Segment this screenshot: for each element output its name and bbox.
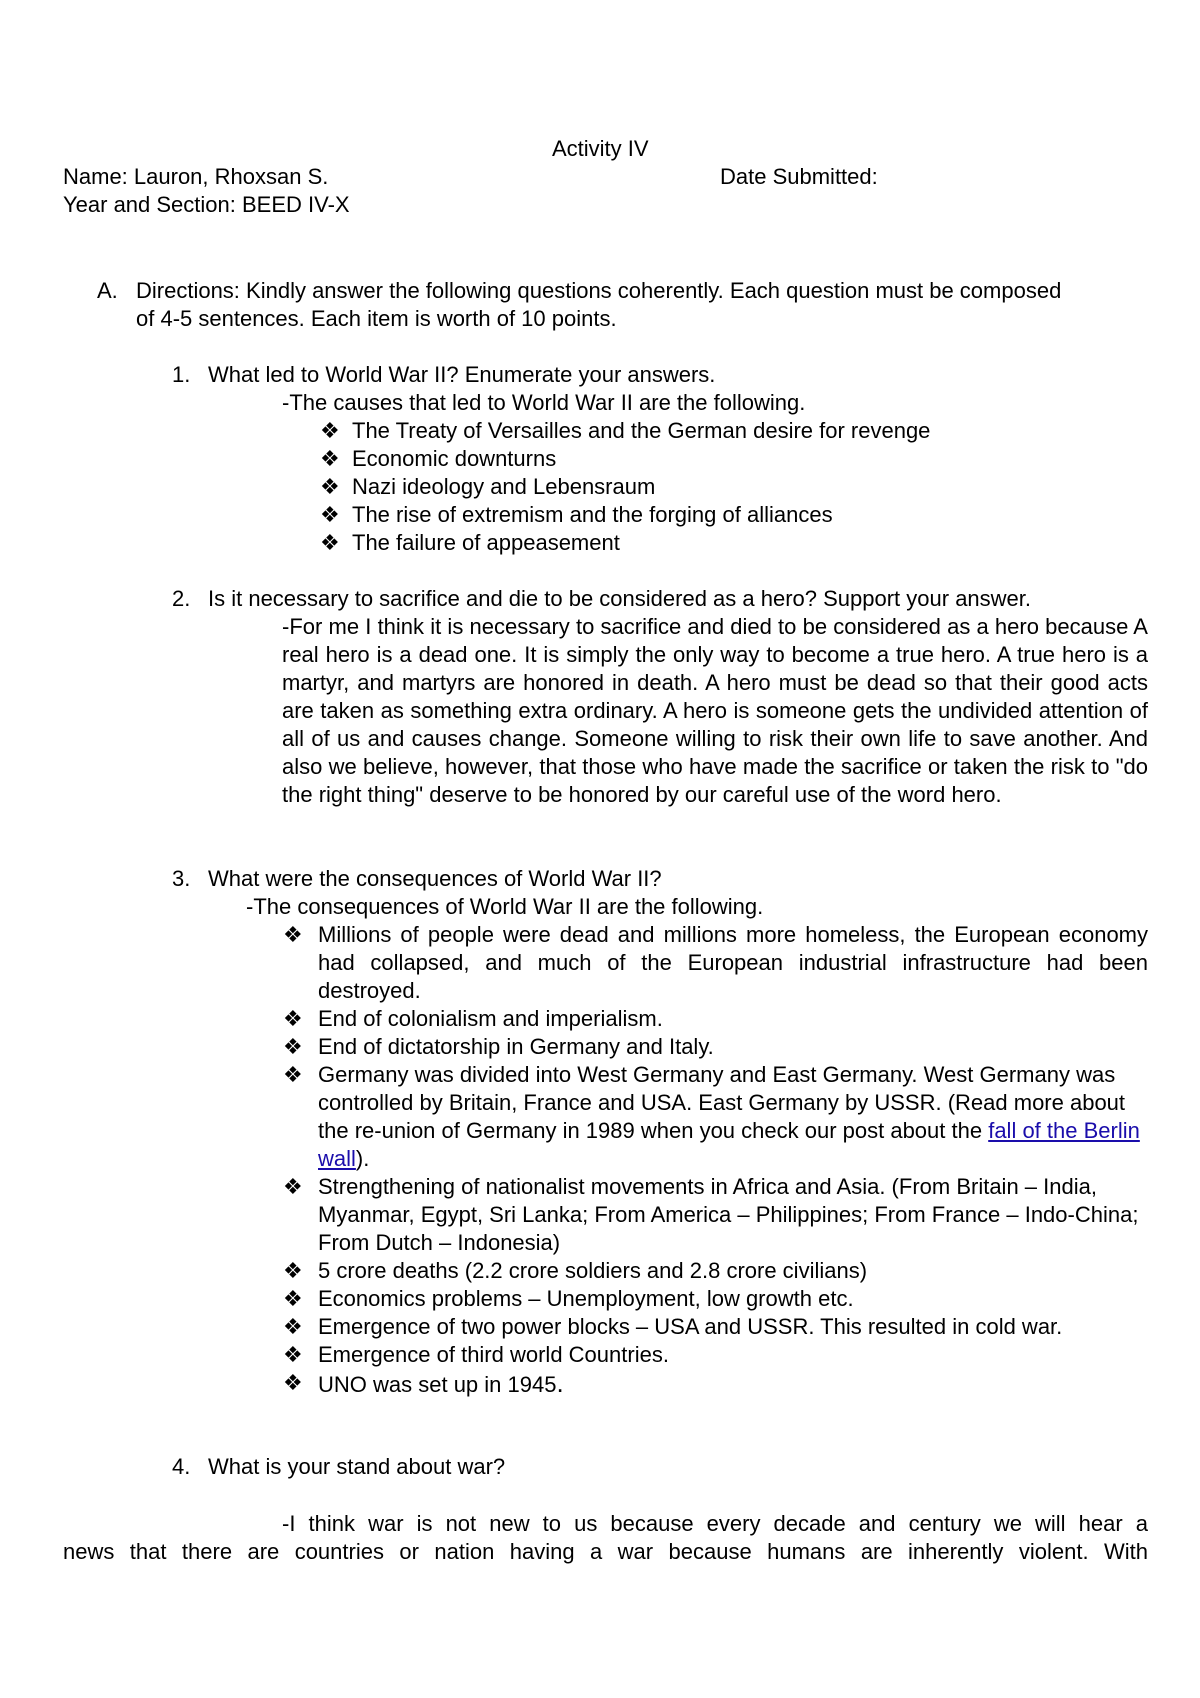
q2-answer: -For me I think it is necessary to sacrifice and died to be considered as a hero because A real hero is a dead one. It is simply the only way to become a true hero. A true hero is a martyr, and martyrs are honored in death. A hero must be dead so that their good acts are taken as something extra ordinary. A hero is someone gets the undivided attention of all of us and causes change. Someone willing to risk their own life to save another. And also we believe, however, that those who have made the sacrifice or taken the risk to "do the right thing" deserve to be honored by our careful use of the word hero. [282,614,1148,807]
q4-question: What is your stand about war? [208,1454,506,1479]
q1-number: 1. [172,362,191,387]
bullet-icon: ❖ [320,418,340,443]
q1-item-text: Nazi ideology and Lebensraum [352,474,656,499]
bullet-icon: ❖ [283,1314,303,1339]
q1-item [320,473,655,501]
bullet-icon: ❖ [320,502,340,527]
q3-item-text: End of colonialism and imperialism. [318,1006,663,1031]
q3-number: 3. [172,866,191,891]
q3-item-text: 5 crore deaths (2.2 crore soldiers and 2.8 crore civilians) [318,1258,868,1283]
berlin-wall-link[interactable]: fall of the Berlin wall [318,1118,1140,1171]
document-title: Activity IV [552,136,649,161]
q3-item-text: Millions of people were dead and millions more homeless, the European economy had collapsed, and much of the European industrial infrastructure had been destroyed. [318,922,1148,1003]
bullet-icon: ❖ [283,1342,303,1367]
q4-number: 4. [172,1454,191,1479]
q2-number: 2. [172,586,191,611]
q1-question: What led to World War II? Enumerate your answers. [208,362,716,387]
bullet-icon: ❖ [320,474,340,499]
bullet-icon: ❖ [283,922,303,947]
q3-intro: -The consequences of World War II are the following. [246,894,764,919]
q1-item-text: Economic downturns [352,446,557,471]
q3-item-text: Strengthening of nationalist movements in Africa and Asia. (From Britain – India, Myanmar, Egypt, Sri Lanka; From America – Philippines; From France – Indo-China; From Dutch – Indonesia) [318,1174,1139,1255]
bullet-icon: ❖ [283,1174,303,1199]
q3-question: What were the consequences of World War II? [208,866,662,891]
q3-item-text: Economics problems – Unemployment, low growth etc. [318,1286,854,1311]
q1-item [320,445,556,473]
q1-item [320,501,833,529]
q1-item [320,529,620,557]
q3-item4-post: ). [355,1146,370,1171]
bullet-icon: ❖ [283,1062,303,1087]
q3-item-text: End of dictatorship in Germany and Italy. [318,1034,714,1059]
q1-item [320,417,930,445]
q3-item-text [318,1369,564,1399]
bullet-icon: ❖ [283,1006,303,1031]
bullet-icon: ❖ [283,1286,303,1311]
bullet-icon: ❖ [283,1034,303,1059]
q1-item-text: The rise of extremism and the forging of alliances [352,502,833,527]
bullet-icon: ❖ [320,530,340,555]
bullet-icon: ❖ [283,1370,303,1395]
directions-marker: A. [97,278,118,303]
q4-answer-line1: -I think war is not new to us because every decade and century we will hear a [282,1511,1148,1536]
q3-item-text [318,1061,1148,1173]
q3-item10-text: UNO was set up in 1945 [318,1372,557,1397]
directions-text: Directions: Kindly answer the following questions coherently. Each question must be composed of 4-5 sentences. Each item is worth of 10 points. [136,278,1062,331]
q3-item4-pre: Germany was divided into West Germany and East Germany. West Germany was controlled by Britain, France and USA. East Germany by USSR. (Read more about the re-union of Germany in 1989 when you check our post about the [318,1062,1126,1143]
q1-item-text: The Treaty of Versailles and the German desire for revenge [352,418,931,443]
q1-item-text: The failure of appeasement [352,530,620,555]
date-submitted: Date Submitted: [720,164,878,189]
q2-question: Is it necessary to sacrifice and die to be considered as a hero? Support your answer. [208,586,1032,611]
q3-item-text: Emergence of third world Countries. [318,1342,669,1367]
q3-item-text: Emergence of two power blocks – USA and USSR. This resulted in cold war. [318,1314,1063,1339]
q4-answer-line2: news that there are countries or nation having a war because humans are inherently violent. With [63,1539,1148,1564]
student-name: Name: Lauron, Rhoxsan S. [63,164,329,189]
bullet-icon: ❖ [283,1258,303,1283]
q1-intro: -The causes that led to World War II are the following. [282,390,806,415]
bullet-icon: ❖ [320,446,340,471]
q3-item10-period: . [556,1368,564,1398]
year-section: Year and Section: BEED IV-X [63,192,350,217]
